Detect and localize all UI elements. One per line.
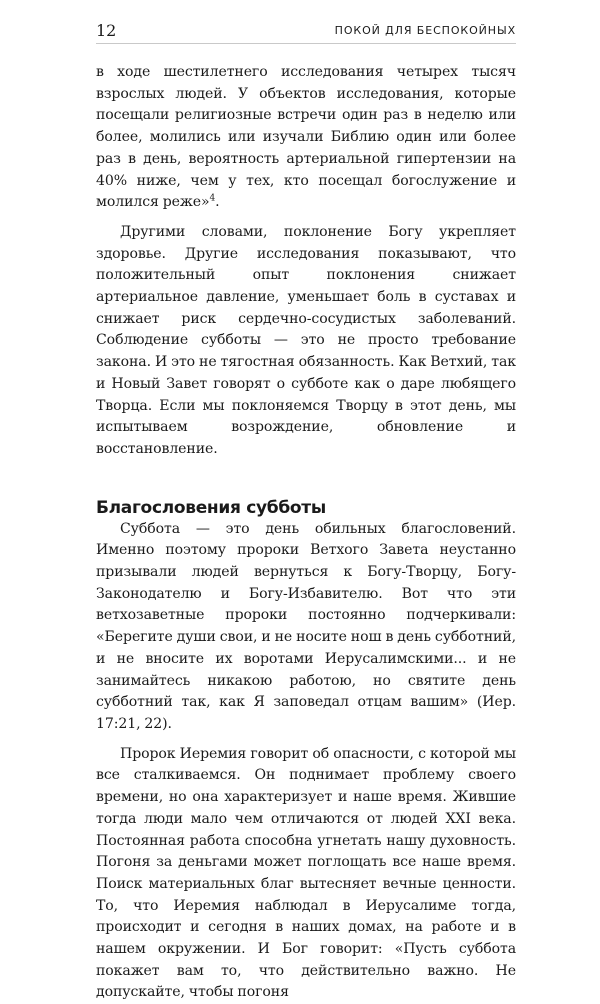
section-heading: Благословения субботы (96, 497, 326, 518)
footnote-marker: 4 (209, 193, 216, 204)
paragraph-jeremiah: Пророк Иеремия говорит об опасности, с которой мы все сталкиваемся. Он поднимает проблему своего времени, но она характеризует и наше время. Жившие тогда люди мало чем отличаются от людей XXI века. Постоянная работа способна угнетать нашу духовность. Погоня за деньгами может поглощать все наше время. Поиск материальных благ вытесняет вечные ценности. То, что Иеремия наблюдал в Иерусалиме тогда, происходит и сегодня в наших домах, на работе и в нашем окружении. И Бог говорит: «Пусть суббота покажет вам то, что действительно важно. Не допускайте, чтобы погоня (96, 745, 516, 1001)
paragraph-text: в ходе шестилетнего исследования четырех тысяч взрослых людей. У объектов исследования, которые посещали религиозные встречи один раз в неделю или более, молились или изучали Библию один или более раз в день, вероятность артериальной гипертензии на 40% ниже, чем у тех, кто посещал богослужение и молился реже» (96, 64, 516, 211)
paragraph-continuation (96, 62, 516, 214)
running-title: ПОКОЙ ДЛЯ БЕСПОКОЙНЫХ (334, 24, 516, 37)
page-number: 12 (96, 21, 117, 40)
page-body (96, 62, 516, 1004)
running-head (0, 0, 600, 44)
paragraph-end: . (215, 194, 220, 211)
paragraph-sabbath-blessings: Суббота — это день обильных благословений. Именно поэтому пророки Ветхого Завета неустанно призывали людей вернуться к Богу-Творцу, Богу-Законодателю и Богу-Избавителю. Вот что эти ветхозаветные пророки постоянно подчеркивали: «Берегите души свои, и не носите нош в день субботний, и не вносите их воротами Иерусалимскими... и не занимайтесь никакою работою, но святите день субботний так, как Я заповедал отцам вашим» (Иер. 17:21, 22). (96, 520, 516, 732)
header-rule (96, 43, 516, 44)
paragraph-worship-health: Другими словами, поклонение Богу укрепляет здоровье. Другие исследования показывают, что положительный опыт поклонения снижает артериальное давление, уменьшает боль в суставах и снижает риск сердечно-сосудистых заболеваний. Соблюдение субботы — это не просто требование закона. И это не тягостная обязанность. Как Ветхий, так и Новый Завет говорят о субботе как о даре любящего Творца. Если мы поклоняемся Творцу в этот день, мы испытываем возрождение, обновление и восстановление. (96, 223, 516, 457)
